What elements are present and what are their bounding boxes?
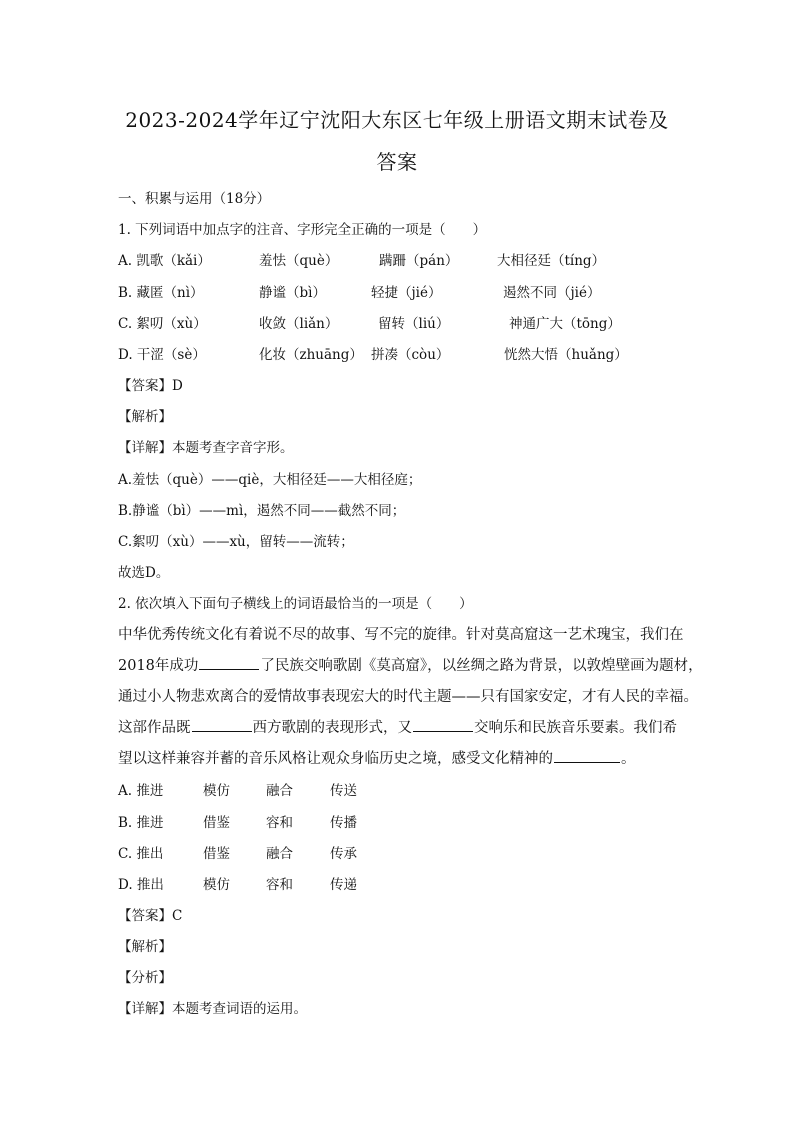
section-heading: 一、积累与运用（18分） xyxy=(118,191,271,207)
q2-option-d-word2: 模仿 xyxy=(203,877,230,893)
q2-answer: 【答案】C xyxy=(118,908,183,924)
q1-option-c-label: C. 絮叨（xù） xyxy=(118,316,207,332)
document-title-line2: 答案 xyxy=(376,150,418,174)
q1-option-a-word2: 羞怯（què） xyxy=(259,253,339,269)
q2-passage-line5 xyxy=(118,747,636,768)
q1-option-c-word3: 留转（liú） xyxy=(378,316,450,332)
q2-option-d-word4: 传递 xyxy=(330,877,357,893)
q2-option-c-word4: 传承 xyxy=(330,846,357,862)
q2-option-b-word3: 容和 xyxy=(266,815,293,831)
q2-option-a-word4: 传送 xyxy=(330,783,357,799)
q1-answer: 【答案】D xyxy=(118,378,183,394)
q1-note-a: A.羞怯（què）——qiè，大相径廷——大相径庭； xyxy=(118,472,422,488)
q2-passage-line4 xyxy=(118,716,677,737)
q2-passage-line4-start: 这部作品既 xyxy=(118,720,191,736)
q2-option-d-word3: 容和 xyxy=(266,877,293,893)
q1-option-b-label: B. 藏匿（nì） xyxy=(118,285,204,301)
q2-passage-line2-end: 了民族交响歌剧《莫高窟》，以丝绸之路为背景，以敦煌壁画为题材， xyxy=(260,658,703,674)
q2-passage-line3: 通过小人物悲欢离合的爱情故事表现宏大的时代主题——只有国家安定，才有人民的幸福。 xyxy=(118,689,698,705)
q2-analysis-heading: 【解析】 xyxy=(118,939,172,955)
q2-option-a-word3: 融合 xyxy=(266,783,293,799)
q2-passage-line5-start: 望以这样兼容并蓄的音乐风格让观众身临历史之境，感受文化精神的 xyxy=(118,751,553,767)
q1-option-b-word4: 遏然不同（jié） xyxy=(503,285,601,301)
q2-passage-line1: 中华优秀传统文化有着说不尽的故事、写不完的旋律。针对莫高窟这一艺术瑰宝，我们在 xyxy=(118,627,684,643)
q2-passage-line2 xyxy=(118,654,703,675)
q1-conclusion: 故选D。 xyxy=(118,565,170,581)
q2-option-a-label: A. 推进 xyxy=(118,783,164,799)
q2-passage-line5-end: 。 xyxy=(621,751,636,767)
q1-option-c-word2: 收敛（liǎn） xyxy=(259,316,339,332)
document-title-line1: 2023-2024学年辽宁沈阳大东区七年级上册语文期末试卷及 xyxy=(125,108,669,132)
fill-blank-3 xyxy=(413,717,473,732)
q2-passage-line4-mid: 西方歌剧的表现形式，又 xyxy=(252,720,412,736)
q1-option-a-label: A. 凯歌（kǎi） xyxy=(118,253,211,269)
q1-option-d-label: D. 干涩（sè） xyxy=(118,347,206,363)
q2-stem: 2. 依次填入下面句子横线上的词语最恰当的一项是（ ） xyxy=(118,596,473,612)
q1-stem: 1. 下列词语中加点字的注音、字形完全正确的一项是（ ） xyxy=(118,222,487,238)
fill-blank-2 xyxy=(192,717,252,732)
fill-blank-1 xyxy=(199,655,259,670)
q1-option-a-word3: 蹒跚（pán） xyxy=(379,253,459,269)
q2-option-b-word4: 传播 xyxy=(330,815,357,831)
q2-passage-line2-start: 2018年成功 xyxy=(118,658,199,674)
q1-option-d-word2: 化妆（zhuāng） xyxy=(259,347,363,363)
q1-option-d-word3: 拼凑（còu） xyxy=(371,347,450,363)
q1-detail: 【详解】本题考查字音字形。 xyxy=(118,440,294,456)
q1-analysis-heading: 【解析】 xyxy=(118,409,172,425)
q2-option-d-label: D. 推出 xyxy=(118,877,164,893)
q2-fenxi-heading: 【分析】 xyxy=(118,970,172,986)
q2-option-c-word3: 融合 xyxy=(266,846,293,862)
q2-option-b-label: B. 推进 xyxy=(118,815,164,831)
q2-option-c-label: C. 推出 xyxy=(118,846,164,862)
q2-detail: 【详解】本题考查词语的运用。 xyxy=(118,1001,307,1017)
q1-option-c-word4: 神通广大（tōng） xyxy=(509,316,621,332)
fill-blank-4 xyxy=(554,748,620,763)
q2-passage-line4-end: 交响乐和民族音乐要素。我们希 xyxy=(474,720,677,736)
q1-option-b-word3: 轻捷（jié） xyxy=(371,285,442,301)
q1-note-b: B.静谧（bì）——mì，遏然不同——截然不同； xyxy=(118,503,406,519)
q1-option-b-word2: 静谧（bì） xyxy=(259,285,326,301)
q1-option-d-word4: 恍然大悟（huǎng） xyxy=(504,347,628,363)
q2-option-c-word2: 借鉴 xyxy=(203,846,230,862)
q1-note-c: C.絮叨（xù）——xù，留转——流转； xyxy=(118,534,354,550)
q2-option-b-word2: 借鉴 xyxy=(203,815,230,831)
q2-option-a-word2: 模仿 xyxy=(203,783,230,799)
q1-option-a-word4: 大相径廷（tíng） xyxy=(497,253,606,269)
